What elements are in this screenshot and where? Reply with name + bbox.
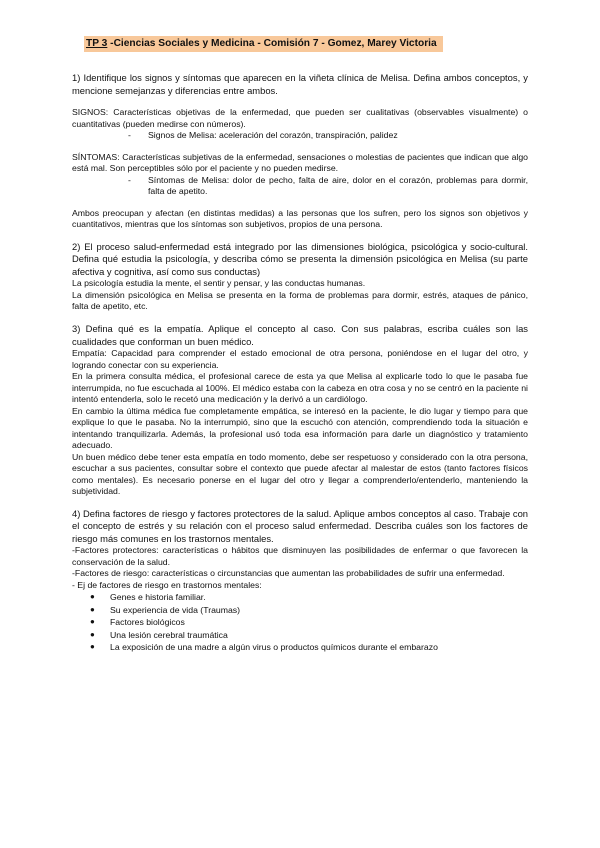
question-3: 3) Defina qué es la empatía. Aplique el concepto al caso. Con sus palabras, escriba cuáles son las cualidades que conforman un buen médico.: [72, 322, 528, 347]
question-4: 4) Defina factores de riesgo y factores protectores de la salud. Aplique ambos conceptos al caso. Trabaje con el concepto de estrés y su relación con el proceso salud enfermedad. Describa cuáles son los factores de riesgo más comunes en los trastornos mentales.: [72, 507, 528, 544]
list-item: ● Una lesión cerebral traumática: [90, 629, 228, 640]
bullet-icon: ●: [90, 617, 95, 627]
comparison-paragraph: Ambos preocupan y afectan (en distintas medidas) a las personas que los sufren, pero los signos son objetivos y cuantitativos, mientras que los síntomas son subjetivos, propios de una persona.: [72, 207, 528, 230]
sintomas-definition: SÍNTOMAS: Características subjetivas de la enfermedad, sensaciones o molestias de pacientes que indican que algo está mal. Son perceptibles sólo por el paciente y no pueden medirse.: [72, 151, 528, 174]
psicologia-definition: La psicología estudia la mente, el sentir y pensar, y las conductas humanas.: [72, 278, 366, 289]
sintomas-melisa: Síntomas de Melisa: dolor de pecho, falta de aire, dolor en el corazón, problemas para dormir, falta de apetito.: [148, 174, 528, 197]
document-title: [84, 36, 443, 52]
course-title: -Ciencias Sociales y Medicina - Comisión 7 - Gomez, Marey Victoria: [107, 38, 437, 49]
dash-marker: -: [128, 174, 131, 185]
ultima-medica: En cambio la última médica fue completamente empática, se interesó en la paciente, le dio lugar y tiempo para que explique lo que le pasaba. No la interrumpió, sino que la escuchó con atención, comprendiendo toda la situación e intentando tranquilizarla. Además, la profesional usó toda esa información para darle un diagnóstico y tratamiento adecuado.: [72, 405, 528, 451]
list-item: ● Su experiencia de vida (Traumas): [90, 604, 241, 615]
sintomas-list-item: [128, 175, 528, 198]
tp-label: TP 3: [86, 38, 108, 49]
bullet-icon: ●: [90, 642, 95, 652]
signos-melisa: Signos de Melisa: aceleración del corazón, transpiración, palidez: [148, 130, 398, 141]
ejemplo-intro: - Ej de factores de riesgo en trastornos mentales:: [72, 579, 262, 590]
empatia-definition: Empatía: Capacidad para comprender el estado emocional de otra persona, poniéndose en el lugar del otro, y logrando conectar con su experiencia.: [72, 348, 528, 370]
primera-consulta: En la primera consulta médica, el profesional carece de esta ya que Melisa al explicarle todo lo que le pasaba fue interrumpida, no fue escuchada al 100%. El médico estaba con la cabeza en otra cosa y no se centró en la paciente ni intentó entenderla, solo le recetó una medicación y la derivó a un cardiólogo.: [72, 371, 528, 405]
bullet-icon: ●: [90, 604, 95, 614]
factores-protectores: -Factores protectores: características o hábitos que disminuyen las posibilidades de enfermar o que favorecen la conservación de la salud.: [72, 545, 528, 567]
list-item: ● Genes e historia familiar.: [90, 592, 206, 603]
risk-factors-list: [72, 591, 528, 653]
dimension-psicologica: La dimensión psicológica en Melisa se presenta en la forma de problemas para dormir, estrés, ataques de pánico, falta de apetito, etc.: [72, 289, 528, 312]
list-item: ● Factores biológicos: [90, 617, 185, 628]
bullet-icon: ●: [90, 629, 95, 639]
bullet-icon: ●: [90, 592, 95, 602]
signos-list-item: [128, 130, 528, 142]
question-2: 2) El proceso salud-enfermedad está integrado por las dimensiones biológica, psicológica y socio-cultural. Defina qué estudia la psicología, y describa cómo se presenta la dimensión psicológica en Melisa (su parte afectiva y cognitiva, así como sus conductas): [72, 240, 528, 277]
question-1: 1) Identifique los signos y síntomas que aparecen en la viñeta clínica de Melisa. Defina ambos conceptos, y mencione semejanzas y diferencias entre ambos.: [72, 72, 528, 96]
factores-riesgo: -Factores de riesgo: características o circunstancias que aumentan las probabilidades de sufrir una enfermedad.: [72, 568, 505, 579]
list-item: ● La exposición de una madre a algún virus o productos químicos durante el embarazo: [90, 642, 438, 653]
buen-medico: Un buen médico debe tener esta empatía en todo momento, debe ser respetuoso y considerado con la otra persona, escuchar a sus pacientes, consultar sobre el contexto que puede afectar al malestar de estos (tanto factores físicos como mentales). Es necesario ponerse en el lugar del otro y llegar a comprenderlo/entenderlo, manteniendo la subjetividad.: [72, 451, 528, 497]
dash-marker: -: [128, 130, 131, 141]
signos-definition: SIGNOS: Características objetivas de la enfermedad, que pueden ser cualitativas (observables visualmente) o cuantitativas (pueden medirse con números).: [72, 107, 528, 129]
